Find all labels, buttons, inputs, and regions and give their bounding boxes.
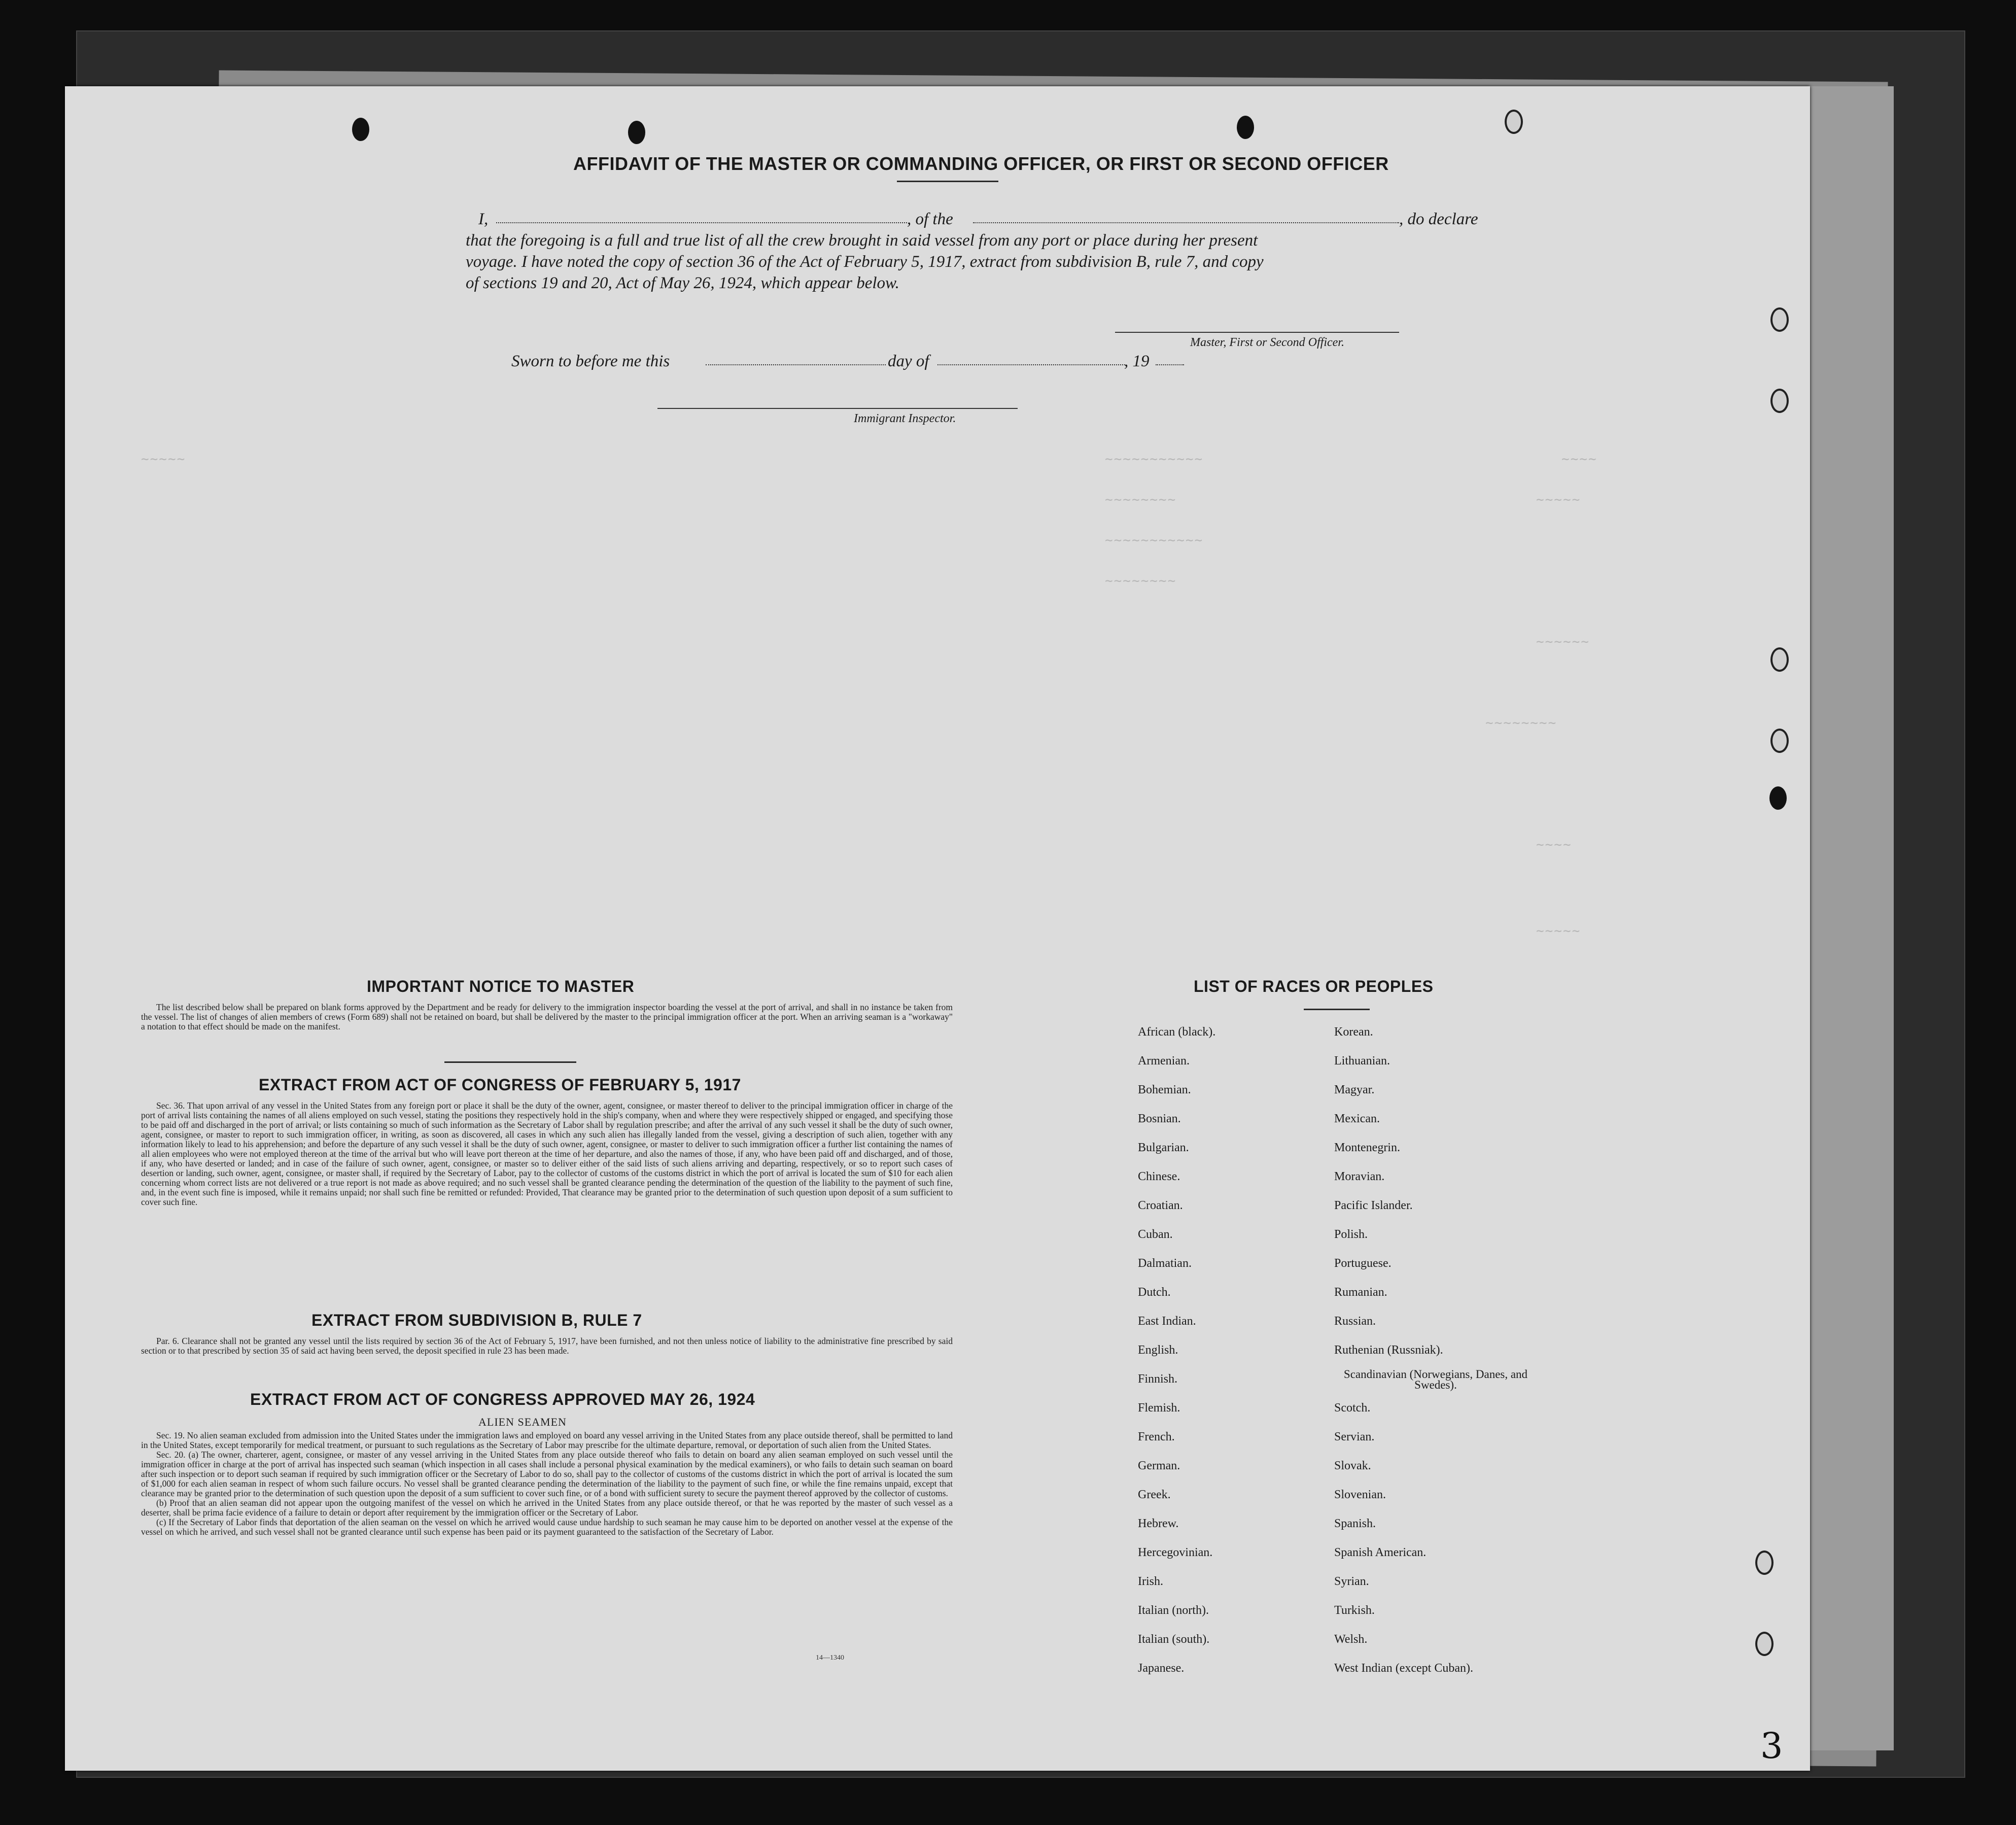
- punch-hole: [1769, 786, 1787, 810]
- binder-ring-icon: [1770, 729, 1789, 753]
- punch-hole: [628, 121, 645, 144]
- form-number: 14—1340: [816, 1654, 844, 1662]
- declaration-line-2: that the foregoing is a full and true list of all the crew brought in said vessel from any port or place during her present: [466, 231, 1258, 250]
- paragraph-6: Par. 6. Clearance shall not be granted any vessel until the lists required by section 36 of the Act of February 5, 1917, have been furnished, and not then unless notice of liability to the administrative fine prescribed by said section or to that prescribed by section 35 of said act having been served, the deposit specified in rule 23 has been made.: [141, 1336, 953, 1356]
- bleed-through-text: ~~~~~~~~: [1105, 573, 1177, 589]
- month-blank: [937, 364, 1125, 365]
- race-item: Scandinavian (Norwegians, Danes, and Swedes).: [1343, 1368, 1528, 1391]
- section-19-paragraph: Sec. 19. No alien seaman excluded from admission into the United States under the immigration laws and employed on board any vessel arriving in the United States from any place outside thereof, shall be permitted to land in the United States, except temporarily for medical treatment, or pursuant to such regulations as the Secretary of Labor may prescribe for the ultimate departure, removal, or deportation of such alien from the United States.: [141, 1430, 953, 1450]
- master-signature-line: [1115, 332, 1399, 333]
- race-item: Servian.: [1334, 1430, 1375, 1443]
- sworn-day-label: day of: [888, 352, 929, 370]
- race-item: Italian (north).: [1138, 1604, 1209, 1617]
- race-item: Cuban.: [1138, 1228, 1173, 1241]
- sworn-year-label: , 19: [1124, 352, 1150, 370]
- section-36-paragraph: Sec. 36. That upon arrival of any vessel in the United States from any foreign port or place it shall be the duty of the owner, agent, consignee, or master thereof to deliver to the principal immigration officer in charge of the port of arrival lists containing the names of all aliens employed on such vessel, stating the positions they respectively hold in the ship's company, when and where they were respectively shipped or engaged, and specifying those to be paid off and discharged in the port of arrival; or lists containing so much of such information as the Secretary of Labor shall by regulation prescribe; and after the arrival of any such vessel it shall be the duty of such owner, agent, consignee, or master to report to such immigration officer, in writing, as soon as discovered, all cases in which any such alien has illegally landed from the vessel, giving a description of such alien, together with any information likely to lead to his apprehension; and before the departure of any such vessel it shall be the duty of such owner, agent, consignee, or master to deliver to such immigration officer a further list containing the names of all alien employees who were not employed thereon at the time of the arrival but who will leave port thereon at the time of her departure, and also the names of those, if any, who have been paid off and discharged, and of those, if any, who have deserted or landed; and in case of the failure of such owner, agent, consignee, or master so to deliver either of the said lists of such aliens arriving and departing, respectively, or so to report such cases of desertion or landing, such owner, agent, consignee, or master shall, if required by the Secretary of Labor, pay to the collector of customs of the customs district in which the port of arrival is located the sum of $10 for each alien concerning whom correct lists are not delivered or a true report is not made as above required; and no such vessel shall be granted clearance pending the determination of the question of the liability to the payment of such fine, and, in the event such fine is imposed, while it remains unpaid; nor shall such fine be remitted or refunded: Provided, That clearance may be granted prior to the determination of such question upon deposit of a sum sufficient to cover such fine.: [141, 1100, 953, 1207]
- race-item: Portuguese.: [1334, 1257, 1392, 1270]
- bleed-through-text: ~~~~~: [1536, 923, 1581, 939]
- race-item: Flemish.: [1138, 1401, 1180, 1415]
- race-item: Korean.: [1334, 1025, 1373, 1039]
- binder-ring-icon: [1755, 1551, 1774, 1575]
- race-item: Russian.: [1334, 1315, 1376, 1328]
- race-item: Scotch.: [1334, 1401, 1371, 1415]
- inspector-label: Immigrant Inspector.: [854, 412, 956, 425]
- race-item: Armenian.: [1138, 1054, 1190, 1068]
- race-item: German.: [1138, 1459, 1180, 1472]
- race-item: Hercegovinian.: [1138, 1546, 1213, 1559]
- extract-1917-title: EXTRACT FROM ACT OF CONGRESS OF FEBRUARY 5, 1917: [259, 1076, 741, 1094]
- affidavit-title: AFFIDAVIT OF THE MASTER OR COMMANDING OFFICER, OR FIRST OR SECOND OFFICER: [573, 153, 1389, 174]
- notice-text: [141, 1003, 953, 1031]
- declaration-line-4: of sections 19 and 20, Act of May 26, 1924, which appear below.: [466, 274, 899, 292]
- race-item: Greek.: [1138, 1488, 1171, 1501]
- race-item: East Indian.: [1138, 1315, 1196, 1328]
- manifest-page: [65, 86, 1810, 1771]
- race-item: Pacific Islander.: [1334, 1199, 1413, 1212]
- extract-1917-text: [141, 1101, 953, 1207]
- race-item: Finnish.: [1138, 1372, 1178, 1386]
- punch-hole: [1237, 116, 1254, 139]
- binder-ring-icon: [1770, 389, 1789, 413]
- divider: [1304, 1009, 1370, 1010]
- race-item: Welsh.: [1334, 1633, 1368, 1646]
- bleed-through-text: ~~~~: [1536, 837, 1572, 852]
- divider: [444, 1061, 576, 1063]
- race-item: Japanese.: [1138, 1662, 1185, 1675]
- inspector-signature-line: [657, 408, 1018, 409]
- binder-ring-icon: [1770, 307, 1789, 332]
- race-item: French.: [1138, 1430, 1175, 1443]
- declaration-suffix: , do declare: [1399, 210, 1478, 228]
- race-item: Moravian.: [1334, 1170, 1385, 1183]
- binder-ring-icon: [1505, 110, 1523, 134]
- bleed-through-text: ~~~~~~~~: [1485, 715, 1557, 731]
- race-item: Dutch.: [1138, 1286, 1171, 1299]
- binder-ring-icon: [1770, 647, 1789, 672]
- vessel-blank: [973, 222, 1399, 223]
- race-item: Slovenian.: [1334, 1488, 1386, 1501]
- race-item: Magyar.: [1334, 1083, 1375, 1096]
- bleed-through-text: ~~~~~~~~: [1105, 492, 1177, 507]
- race-item: African (black).: [1138, 1025, 1216, 1039]
- section-20c-paragraph: (c) If the Secretary of Labor finds that deportation of the alien seaman on the vessel on which he arrived would cause undue hardship to such seaman he may cause him to be deported on another vessel at the expense of the vessel on which he arrived, and such vessel shall not be granted clearance until such expense has been paid or its payment guaranteed to the satisfaction of the Secretary of Labor.: [141, 1517, 953, 1537]
- race-item: Irish.: [1138, 1575, 1163, 1588]
- race-item: Spanish American.: [1334, 1546, 1427, 1559]
- race-item: English.: [1138, 1344, 1178, 1357]
- race-item: Italian (south).: [1138, 1633, 1210, 1646]
- bleed-through-text: ~~~~~~~~~~~: [1105, 533, 1204, 548]
- divider: [897, 181, 998, 182]
- declaration-prefix: I,: [478, 210, 489, 228]
- race-item: Spanish.: [1334, 1517, 1376, 1530]
- extract-1924-title: EXTRACT FROM ACT OF CONGRESS APPROVED MAY 26, 1924: [250, 1390, 755, 1408]
- notice-title: IMPORTANT NOTICE TO MASTER: [367, 977, 635, 995]
- race-item: Bosnian.: [1138, 1112, 1181, 1125]
- name-blank: [496, 222, 907, 223]
- race-item: Dalmatian.: [1138, 1257, 1192, 1270]
- race-item: Croatian.: [1138, 1199, 1183, 1212]
- section-20b-paragraph: (b) Proof that an alien seaman did not appear upon the outgoing manifest of the vessel on which he arrived in the United States from any place outside thereof, or that he was reported by the master of such vessel as a deserter, shall be prima facie evidence of a failure to detain or deport after requirement by the immigration officer or the Secretary of Labor.: [141, 1498, 953, 1518]
- declaration-middle: , of the: [907, 210, 953, 228]
- bleed-through-text: ~~~~~~: [1536, 634, 1590, 649]
- sheet-edge: [1801, 86, 1894, 1750]
- race-item: Syrian.: [1334, 1575, 1369, 1588]
- punch-hole: [352, 118, 369, 141]
- races-title: LIST OF RACES OR PEOPLES: [1194, 977, 1434, 995]
- day-blank: [706, 364, 886, 365]
- race-item: Chinese.: [1138, 1170, 1180, 1183]
- race-item: Bohemian.: [1138, 1083, 1191, 1096]
- race-item: Ruthenian (Russniak).: [1334, 1344, 1443, 1357]
- race-item: West Indian (except Cuban).: [1334, 1662, 1473, 1675]
- extract-rule7-title: EXTRACT FROM SUBDIVISION B, RULE 7: [311, 1311, 642, 1329]
- extract-rule7-text: [141, 1336, 953, 1356]
- race-item: Turkish.: [1334, 1604, 1375, 1617]
- binder-ring-icon: [1755, 1632, 1774, 1656]
- master-label: Master, First or Second Officer.: [1190, 336, 1344, 349]
- sworn-prefix: Sworn to before me this: [511, 352, 670, 370]
- alien-seamen-subtitle: ALIEN SEAMEN: [478, 1416, 567, 1428]
- race-item: Montenegrin.: [1334, 1141, 1400, 1154]
- race-item: Lithuanian.: [1334, 1054, 1390, 1068]
- handwritten-page-number: 3: [1760, 1725, 1783, 1767]
- year-blank: [1156, 364, 1184, 365]
- bleed-through-text: ~~~~~~~~~~~: [1105, 452, 1204, 467]
- notice-paragraph: The list described below shall be prepared on blank forms approved by the Department and be ready for delivery to the immigration inspector boarding the vessel at the port of arrival, and shall in no instance be taken from the vessel. The list of changes of alien members of crews (Form 689) shall not be retained on board, but shall be delivered by the master to the principal immigration officer at the port. When an arriving seaman is a "workaway" a notation to that effect should be made on the manifest.: [141, 1002, 953, 1031]
- bleed-through-text: ~~~~~: [141, 452, 186, 467]
- race-item: Rumanian.: [1334, 1286, 1387, 1299]
- section-20a-paragraph: Sec. 20. (a) The owner, charterer, agent, consignee, or master of any vessel arriving in the United States from any place outside thereof who fails to detain on board any alien seaman employed on such vessel until the immigration officer in charge at the port of arrival has inspected such seaman (which inspection in all cases shall include a personal physical examination by the medical examiners), or who fails to detain such seaman on board after such inspection or to deport such seaman if required by such immigration officer or the Secretary of Labor to do so, shall pay to the collector of customs of the customs district in which the port of arrival is located the sum of $1,000 for each alien seaman in respect of whom such failure occurs. No vessel shall be granted clearance pending the determination of the liability to the payment of such fine, or while the fine remains unpaid, except that clearance may be granted prior to the determination of such question upon the deposit of a sum sufficient to cover such fine, or of a bond with sufficient surety to secure the payment thereof approved by the collector of customs.: [141, 1450, 953, 1498]
- declaration-line-3: voyage. I have noted the copy of section 36 of the Act of February 5, 1917, extract from subdivision B, rule 7, and copy: [466, 253, 1264, 271]
- race-item: Slovak.: [1334, 1459, 1371, 1472]
- race-item: Hebrew.: [1138, 1517, 1179, 1530]
- extract-1924-text: [141, 1431, 953, 1537]
- race-item: Bulgarian.: [1138, 1141, 1189, 1154]
- race-item: Mexican.: [1334, 1112, 1380, 1125]
- bleed-through-text: ~~~~~: [1536, 492, 1581, 507]
- bleed-through-text: ~~~~: [1561, 452, 1597, 467]
- race-item: Polish.: [1334, 1228, 1368, 1241]
